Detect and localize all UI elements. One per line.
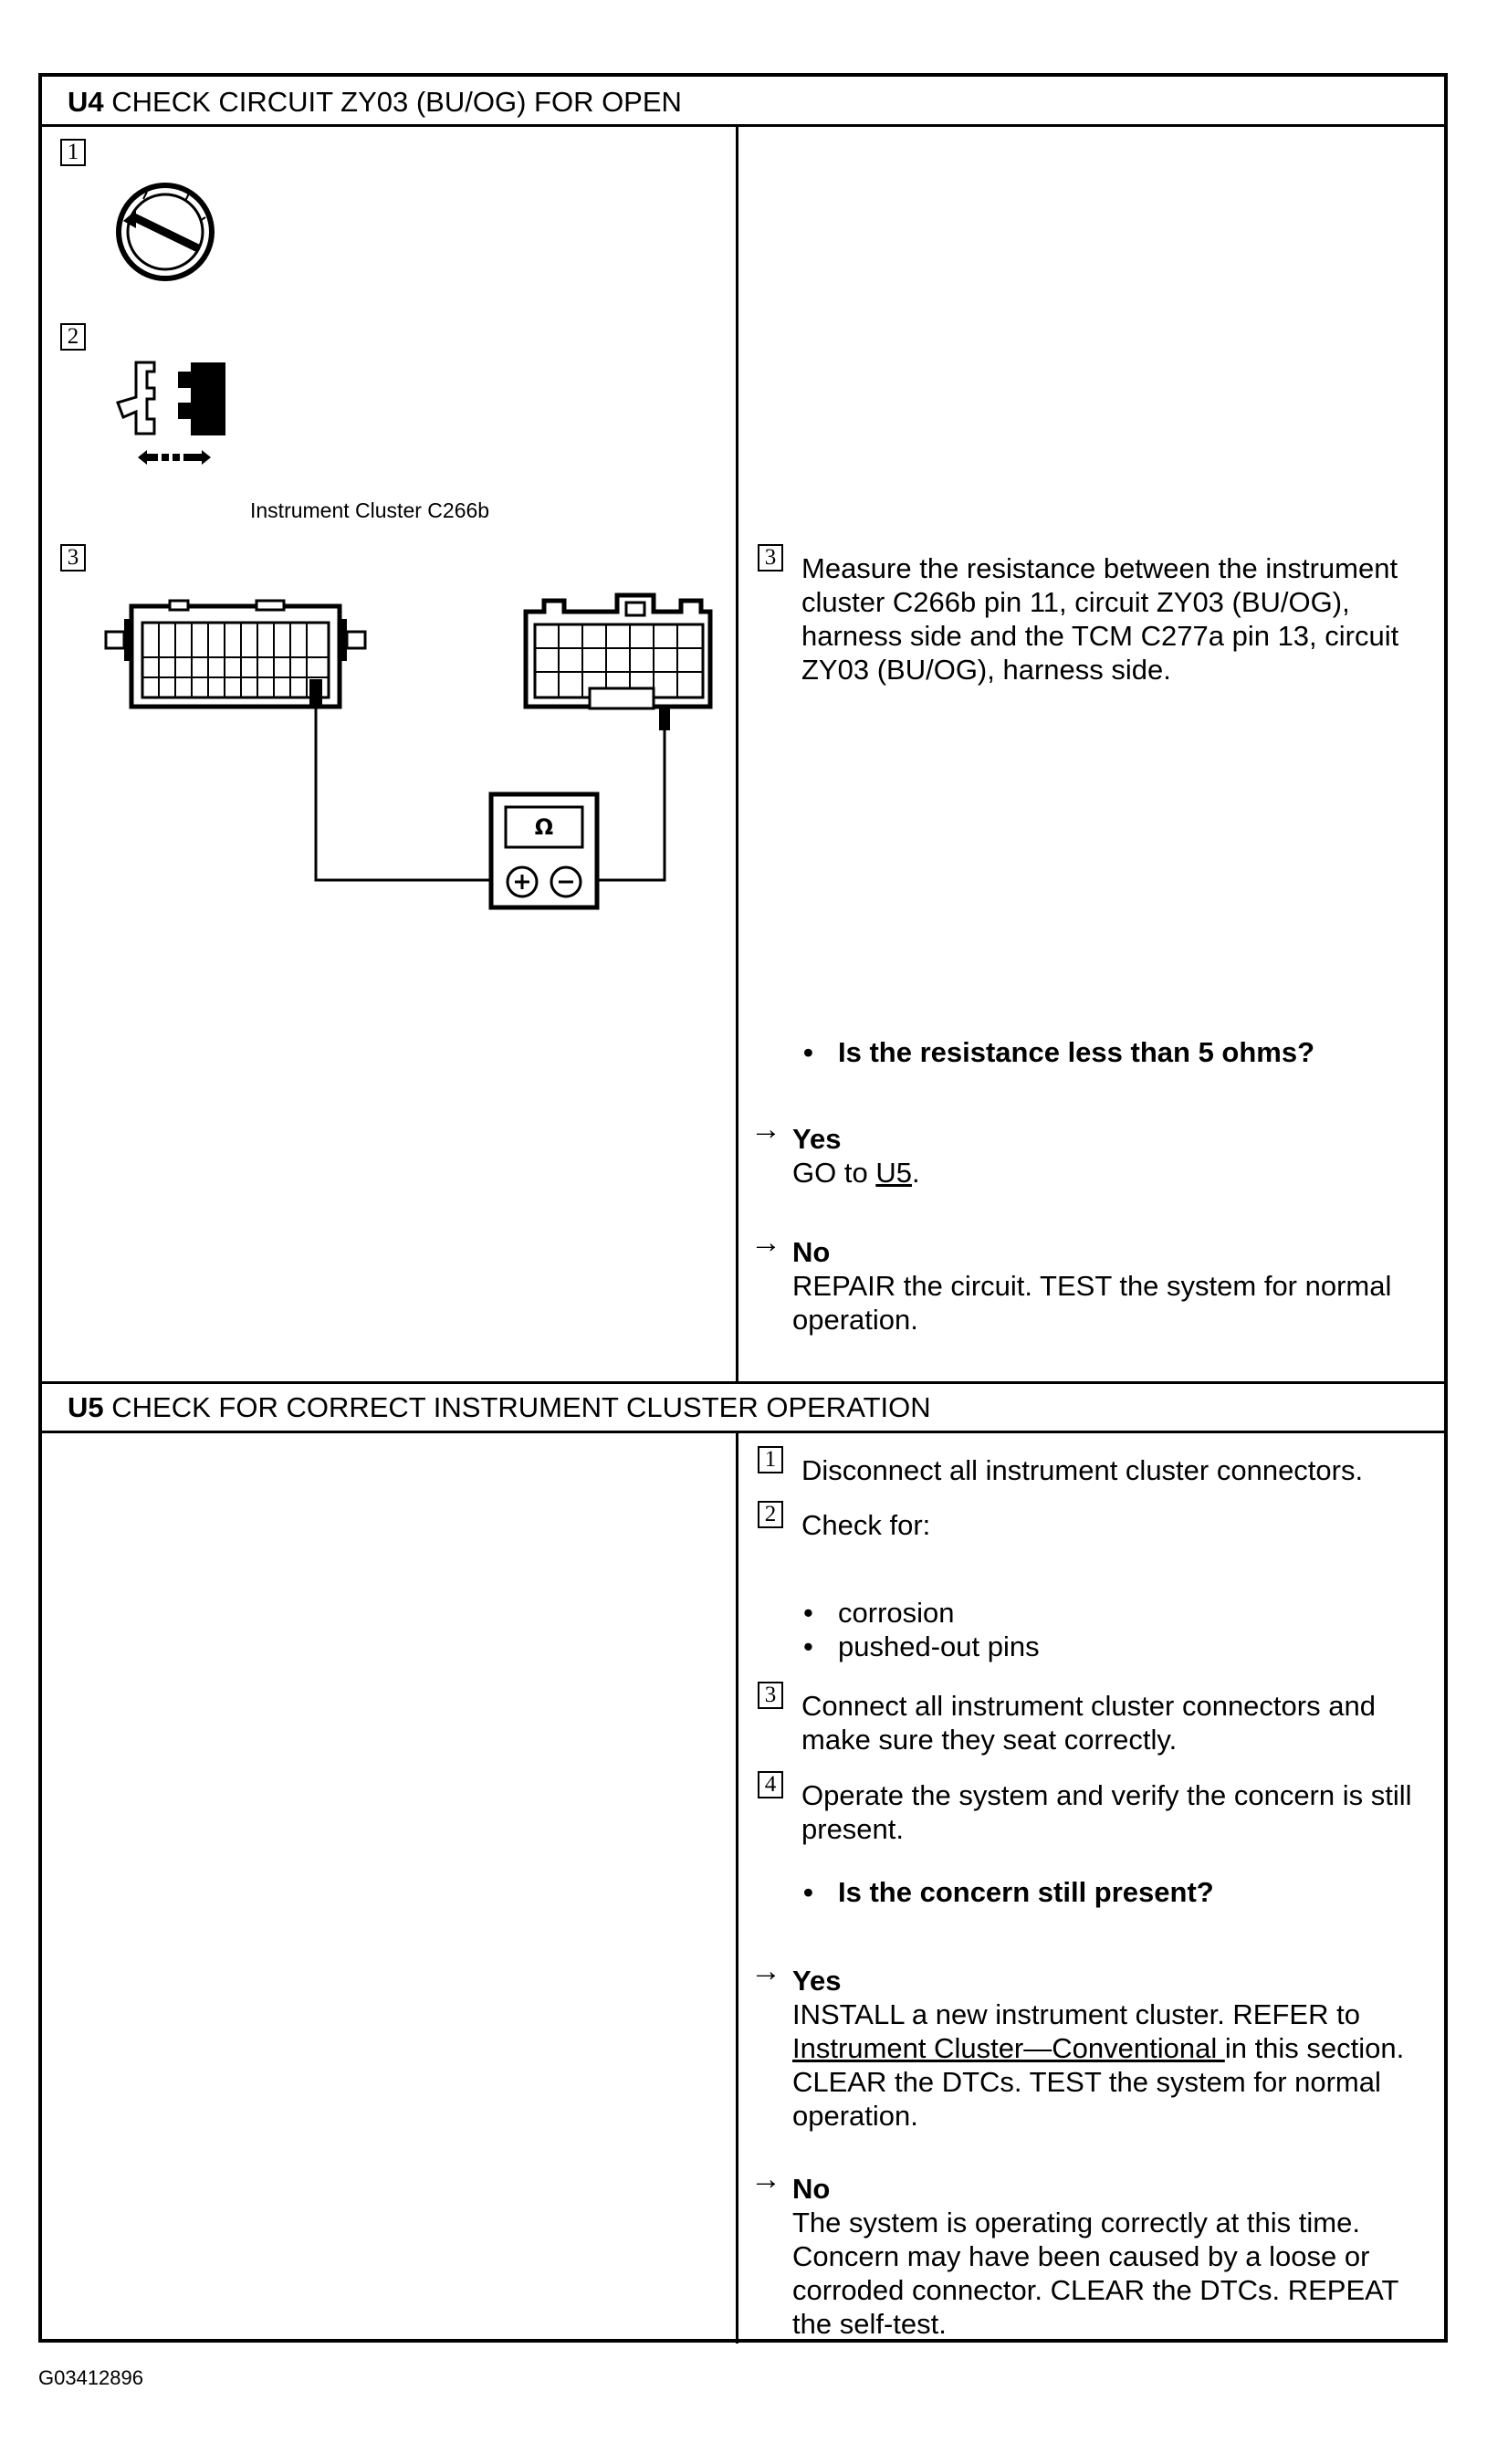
u5-header xyxy=(68,1391,931,1424)
ohm-symbol: Ω xyxy=(534,814,554,840)
u4-right-step-3-box: 3 xyxy=(758,544,783,571)
u4-column-divider xyxy=(736,124,738,1381)
u4-yes-prefix: GO to xyxy=(792,1157,876,1189)
u4-header-divider xyxy=(42,124,1444,127)
u4-step-id: U4 xyxy=(68,86,104,118)
u5-no-label: No xyxy=(792,2173,831,2205)
disconnect-connector-icon xyxy=(110,355,247,474)
u5-step-3-text: Connect all instrument cluster connectors and make sure they seat correctly. xyxy=(801,1690,1376,1756)
figure-code: G03412896 xyxy=(38,2366,143,2389)
u4-yes-label: Yes xyxy=(792,1123,842,1155)
u5-step-1-text: Disconnect all instrument cluster connectors. xyxy=(801,1454,1364,1486)
u5-step-4-text: Operate the system and verify the concern is still present. xyxy=(801,1779,1412,1845)
u5-step-2-text: Check for: xyxy=(801,1509,931,1541)
u4-question xyxy=(803,1035,1314,1069)
ohmmeter-icon xyxy=(491,794,597,907)
u5-column-divider xyxy=(736,1431,738,2343)
u5-top-divider xyxy=(42,1381,1444,1384)
u4-yes-text xyxy=(792,1156,920,1190)
u5-no-text: The system is operating correctly at this time. Concern may have been caused by a loose or corroded connector. CLEAR the DTCs. REPEAT the self-test. xyxy=(792,2207,1398,2340)
u4-step-3-box: 3 xyxy=(60,544,86,571)
u5-yes-arrow-icon: → xyxy=(750,1954,781,1988)
u5-header-divider xyxy=(42,1431,1444,1433)
check-item-pushed-out-pins: • pushed-out pins xyxy=(803,1630,1040,1662)
u4-header xyxy=(68,86,682,119)
resistance-measurement-diagram xyxy=(97,588,717,917)
u4-step-2-box: 2 xyxy=(60,323,86,351)
u5-yes-text-2: in this section. CLEAR the DTCs. TEST the system for normal operation. xyxy=(792,2032,1405,2132)
u4-title: CHECK CIRCUIT ZY03 (BU/OG) FOR OPEN xyxy=(111,86,682,118)
u5-question-text: Is the concern still present? xyxy=(838,1876,1214,1908)
u5-yes-label: Yes xyxy=(792,1965,842,1997)
u4-step-3-text: Measure the resistance between the instrument cluster C266b pin 11, circuit ZY03 (BU/OG), harness side and the TCM C277a pin 13, circuit ZY03 (BU/OG), harness side. xyxy=(801,552,1399,686)
connector-caption: Instrument Cluster C266b xyxy=(250,498,490,522)
instrument-cluster-conventional-link[interactable]: Instrument Cluster—Conventional xyxy=(792,2032,1225,2064)
u4-no-text: REPAIR the circuit. TEST the system for normal operation. xyxy=(792,1270,1392,1336)
go-to-u5-link[interactable]: U5 xyxy=(875,1157,912,1189)
u5-step-id: U5 xyxy=(68,1391,104,1423)
u4-yes-arrow-icon: → xyxy=(750,1112,781,1147)
u5-yes-text xyxy=(792,1997,1440,2133)
u4-step-1-box: 1 xyxy=(60,139,86,166)
u5-step-2-box: 2 xyxy=(758,1501,783,1528)
check-item-corrosion: • corrosion xyxy=(803,1597,955,1629)
u5-step-4-box: 4 xyxy=(758,1771,783,1798)
procedure-table xyxy=(38,73,1448,2343)
u5-title: CHECK FOR CORRECT INSTRUMENT CLUSTER OPERATION xyxy=(111,1391,931,1423)
u4-no-label: No xyxy=(792,1236,831,1268)
bullet-icon: • xyxy=(803,1876,813,1908)
u4-question-text: Is the resistance less than 5 ohms? xyxy=(838,1036,1315,1068)
bullet-icon: • xyxy=(803,1036,813,1068)
left-probe xyxy=(309,679,322,705)
u4-yes-suffix: . xyxy=(911,1157,920,1189)
bullet-icon: • xyxy=(803,1630,813,1662)
cluster-connector-c266b xyxy=(106,601,365,707)
bullet-icon: • xyxy=(803,1597,813,1629)
u5-question xyxy=(803,1875,1214,1909)
ignition-switch-off-icon xyxy=(110,177,220,287)
right-probe xyxy=(659,705,670,730)
u4-no-arrow-icon: → xyxy=(750,1225,781,1260)
u5-no-arrow-icon: → xyxy=(750,2162,781,2197)
tcm-connector-c277a xyxy=(526,595,710,708)
u5-step-1-box: 1 xyxy=(758,1446,783,1473)
u5-yes-text-1: INSTALL a new instrument cluster. REFER to xyxy=(792,1998,1360,2030)
u5-step-3-box: 3 xyxy=(758,1682,783,1709)
